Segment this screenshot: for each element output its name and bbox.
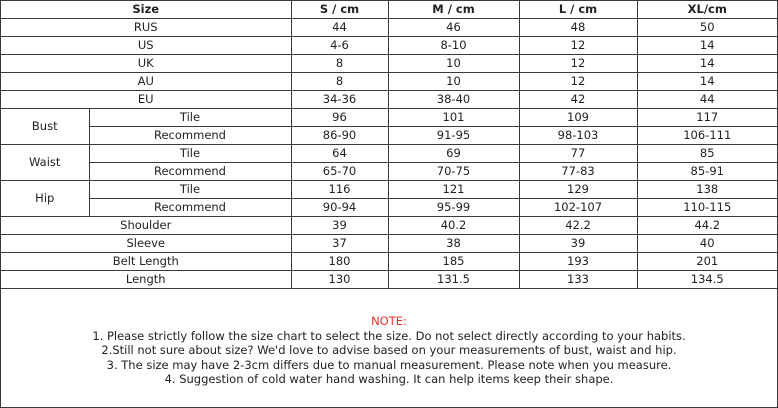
sub-row-label: Tile xyxy=(89,109,291,127)
table-cell: 110-115 xyxy=(637,199,777,217)
table-row xyxy=(1,271,777,289)
table-cell: 106-111 xyxy=(637,127,777,145)
table-cell: 39 xyxy=(291,217,388,235)
table-cell: 77 xyxy=(519,145,637,163)
table-cell: 91-95 xyxy=(388,127,519,145)
table-cell: 109 xyxy=(519,109,637,127)
table-cell: 130 xyxy=(291,271,388,289)
table-cell: 117 xyxy=(637,109,777,127)
table-cell: 48 xyxy=(519,19,637,37)
table-cell: 70-75 xyxy=(388,163,519,181)
table-row xyxy=(1,55,777,73)
row-label: UK xyxy=(1,55,291,73)
table-cell: 8 xyxy=(291,55,388,73)
size-chart-table xyxy=(1,1,777,289)
row-label: Length xyxy=(1,271,291,289)
table-row xyxy=(1,235,777,253)
row-label: Sleeve xyxy=(1,235,291,253)
table-cell: 131.5 xyxy=(388,271,519,289)
table-cell: 12 xyxy=(519,55,637,73)
table-cell: 201 xyxy=(637,253,777,271)
row-label: EU xyxy=(1,91,291,109)
table-cell: 129 xyxy=(519,181,637,199)
column-header-m: M / cm xyxy=(388,1,519,19)
table-cell: 12 xyxy=(519,73,637,91)
table-cell: 86-90 xyxy=(291,127,388,145)
sub-row-label: Tile xyxy=(89,181,291,199)
table-cell: 40.2 xyxy=(388,217,519,235)
table-cell: 193 xyxy=(519,253,637,271)
size-header: Size xyxy=(1,1,291,19)
table-row xyxy=(1,163,777,181)
sub-row-label: Recommend xyxy=(89,127,291,145)
group-label-waist: Waist xyxy=(1,145,89,181)
column-header-l: L / cm xyxy=(519,1,637,19)
table-cell: 34-36 xyxy=(291,91,388,109)
table-cell: 14 xyxy=(637,37,777,55)
table-cell: 95-99 xyxy=(388,199,519,217)
table-cell: 180 xyxy=(291,253,388,271)
table-cell: 4-6 xyxy=(291,37,388,55)
table-cell: 44.2 xyxy=(637,217,777,235)
table-cell: 46 xyxy=(388,19,519,37)
note-line-2: 2.Still not sure about size? We'd love to advise based on your measurements of bust, waist and hip. xyxy=(101,343,677,358)
table-cell: 42 xyxy=(519,91,637,109)
sub-row-label: Tile xyxy=(89,145,291,163)
table-cell: 64 xyxy=(291,145,388,163)
row-label: RUS xyxy=(1,19,291,37)
sub-row-label: Recommend xyxy=(89,199,291,217)
row-label: Belt Length xyxy=(1,253,291,271)
column-header-s: S / cm xyxy=(291,1,388,19)
table-cell: 44 xyxy=(637,91,777,109)
table-cell: 85-91 xyxy=(637,163,777,181)
table-row xyxy=(1,199,777,217)
table-cell: 8 xyxy=(291,73,388,91)
row-label: Shoulder xyxy=(1,217,291,235)
note-title: NOTE: xyxy=(371,314,407,328)
table-cell: 69 xyxy=(388,145,519,163)
table-cell: 10 xyxy=(388,73,519,91)
table-cell: 65-70 xyxy=(291,163,388,181)
table-cell: 37 xyxy=(291,235,388,253)
table-cell: 14 xyxy=(637,73,777,91)
table-row xyxy=(1,91,777,109)
table-cell: 38-40 xyxy=(388,91,519,109)
table-row xyxy=(1,109,777,127)
table-cell: 185 xyxy=(388,253,519,271)
table-cell: 14 xyxy=(637,55,777,73)
row-label: US xyxy=(1,37,291,55)
table-row xyxy=(1,127,777,145)
table-cell: 121 xyxy=(388,181,519,199)
table-row xyxy=(1,253,777,271)
table-cell: 134.5 xyxy=(637,271,777,289)
table-cell: 133 xyxy=(519,271,637,289)
table-cell: 77-83 xyxy=(519,163,637,181)
table-cell: 12 xyxy=(519,37,637,55)
table-cell: 40 xyxy=(637,235,777,253)
table-cell: 50 xyxy=(637,19,777,37)
note-line-4: 4. Suggestion of cold water hand washing. It can help items keep their shape. xyxy=(164,372,614,387)
table-cell: 102-107 xyxy=(519,199,637,217)
table-cell: 39 xyxy=(519,235,637,253)
row-label: AU xyxy=(1,73,291,91)
header-row xyxy=(1,1,777,19)
group-label-hip: Hip xyxy=(1,181,89,217)
table-cell: 42.2 xyxy=(519,217,637,235)
table-cell: 44 xyxy=(291,19,388,37)
table-row xyxy=(1,19,777,37)
notes-section xyxy=(1,314,777,387)
table-row xyxy=(1,37,777,55)
table-cell: 90-94 xyxy=(291,199,388,217)
table-cell: 101 xyxy=(388,109,519,127)
table-cell: 138 xyxy=(637,181,777,199)
table-row xyxy=(1,145,777,163)
table-cell: 8-10 xyxy=(388,37,519,55)
table-row xyxy=(1,181,777,199)
table-cell: 85 xyxy=(637,145,777,163)
table-row xyxy=(1,217,777,235)
table-cell: 116 xyxy=(291,181,388,199)
table-cell: 98-103 xyxy=(519,127,637,145)
table-cell: 10 xyxy=(388,55,519,73)
column-header-xl: XL/cm xyxy=(637,1,777,19)
table-cell: 38 xyxy=(388,235,519,253)
table-cell: 96 xyxy=(291,109,388,127)
note-line-1: 1. Please strictly follow the size chart to select the size. Do not select directly according to your habits. xyxy=(92,328,686,343)
note-line-3: 3. The size may have 2-3cm differs due to manual measurement. Please note when you measure. xyxy=(106,357,672,372)
table-row xyxy=(1,73,777,91)
group-label-bust: Bust xyxy=(1,109,89,145)
sub-row-label: Recommend xyxy=(89,163,291,181)
